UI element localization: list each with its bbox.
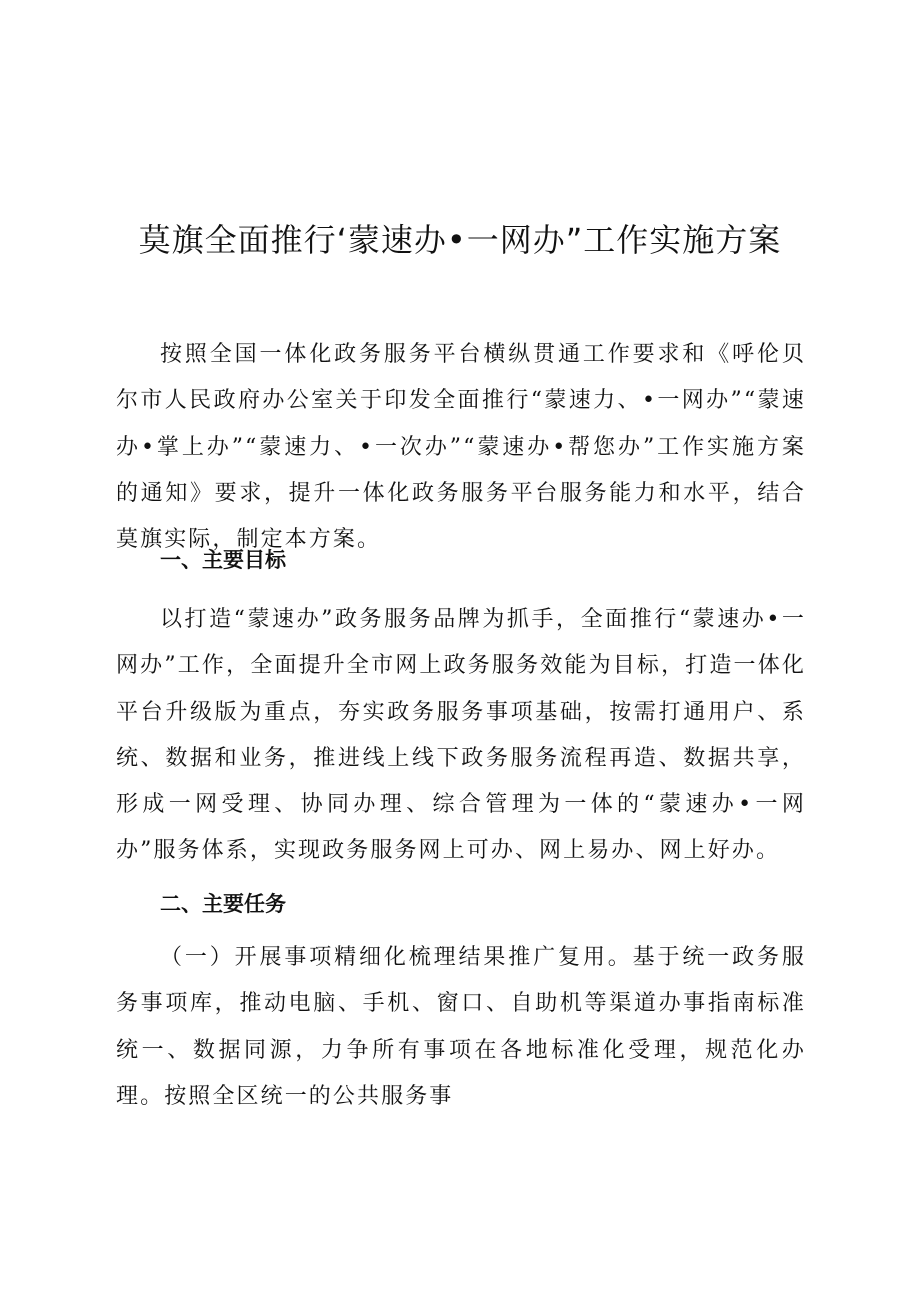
section-heading-main-tasks: 二、主要任务 [160,892,286,916]
main-goals-paragraph: 以打造“蒙速办”政务服务品牌为抓手，全面推行“蒙速办•一网办”工作，全面提升全市网上政务服务效能为目标，打造一体化平台升级版为重点，夯实政务服务事项基础，按需打通用户、系统、数据和业务，推进线上线下政务服务流程再造、数据共享，形成一网受理、协同办理、综合管理为一体的“蒙速办•一网办”服务体系，实现政务服务网上可办、网上易办、网上好办。 [116,607,806,864]
main-tasks-paragraph: （一）开展事项精细化梳理结果推广复用。基于统一政务服务事项库，推动电脑、手机、窗口、自助机等渠道办事指南标准统一、数据同源，力争所有事项在各地标准化受理，规范化办理。按照全区统一的公共服务事 [116,945,806,1109]
section-heading-main-goals: 一、主要目标 [160,548,286,572]
document-title: 莫旗全面推行‘蒙速办•一网办”工作实施方案 [138,221,782,259]
intro-paragraph: 按照全国一体化政务服务平台横纵贯通工作要求和《呼伦贝尔市人民政府办公室关于印发全面推行“蒙速力、•一网办”“蒙速办•掌上办”“蒙速力、•一次办”“蒙速办•帮您办”工作实施方案的通知》要求，提升一体化政务服务平台服务能力和水平，结合莫旗实际，制定本方案。 [116,342,806,553]
